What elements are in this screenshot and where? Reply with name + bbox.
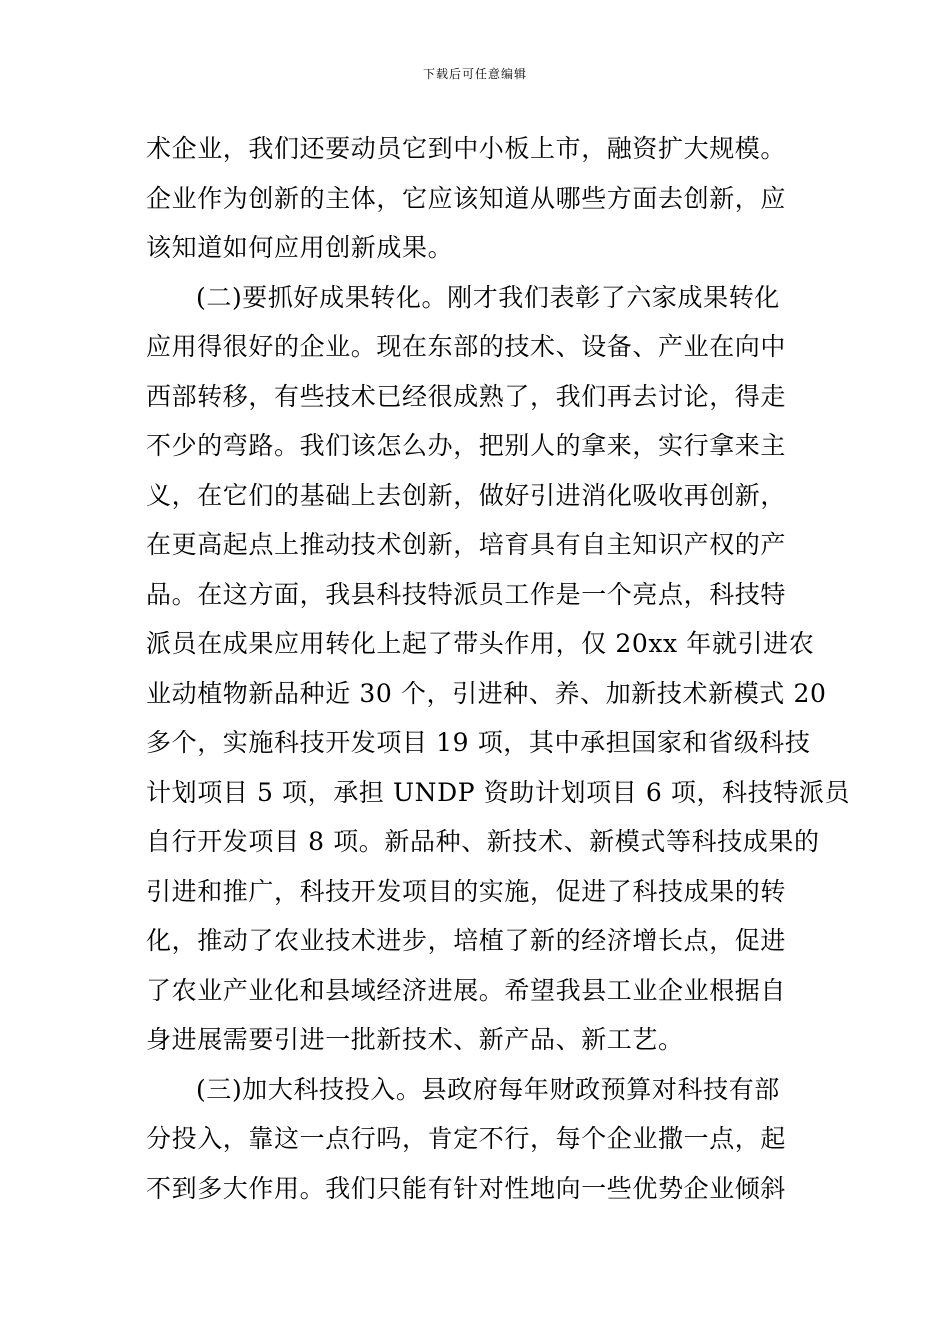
text-line: 应用得很好的企业。现在东部的技术、设备、产业在向中 <box>146 332 787 361</box>
text-line: 在更高起点上推动技术创新，培育具有自主知识产权的产 <box>146 530 787 559</box>
paragraph-heading-3: (三)加大科技投入。县政府每年财政预算对科技有部 <box>196 1074 780 1104</box>
text-line: 分投入，靠这一点行吗，肯定不行，每个企业撒一点，起 <box>146 1124 787 1153</box>
page-header: 下载后可任意编辑 <box>422 67 527 81</box>
text-line: 了农业产业化和县域经济进展。希望我县工业企业根据自 <box>146 975 787 1005</box>
text-line: 身进展需要引进一批新技术、新产品、新工艺。 <box>146 1025 684 1054</box>
text-line: 义，在它们的基础上去创新，做好引进消化吸收再创新， <box>146 480 787 510</box>
text-line: 西部转移，有些技术已经很成熟了，我们再去讨论，得走 <box>146 381 787 411</box>
text-line: 派员在成果应用转化上起了带头作用，仅 20xx 年就引进农 <box>146 629 815 658</box>
text-line: 品。在这方面，我县科技特派员工作是一个亮点，科技特 <box>146 579 787 609</box>
text-line: 不到多大作用。我们只能有针对性地向一些优势企业倾斜 <box>146 1173 787 1203</box>
text-line: 不少的弯路。我们该怎么办，把别人的拿来，实行拿来主 <box>146 431 787 460</box>
text-line: 企业作为创新的主体，它应该知道从哪些方面去创新，应 <box>146 183 787 213</box>
text-line: 计划项目 5 项，承担 UNDP 资助计划项目 6 项，科技特派员 <box>146 777 851 807</box>
text-line: 该知道如何应用创新成果。 <box>146 233 454 262</box>
text-line: 自行开发项目 8 项。新品种、新技术、新模式等科技成果的 <box>146 827 820 856</box>
text-line: 多个，实施科技开发项目 19 项，其中承担国家和省级科技 <box>146 728 811 757</box>
text-line: 引进和推广，科技开发项目的实施，促进了科技成果的转 <box>146 876 787 906</box>
document-body <box>146 124 851 1213</box>
paragraph-heading-2: (二)要抓好成果转化。刚才我们表彰了六家成果转化 <box>196 282 780 312</box>
text-line: 化，推动了农业技术进步，培植了新的经济增长点，促进 <box>146 926 787 955</box>
text-line: 术企业，我们还要动员它到中小板上市，融资扩大规模。 <box>146 134 787 163</box>
text-line: 业动植物新品种近 30 个，引进种、养、加新技术新模式 20 <box>146 678 827 708</box>
